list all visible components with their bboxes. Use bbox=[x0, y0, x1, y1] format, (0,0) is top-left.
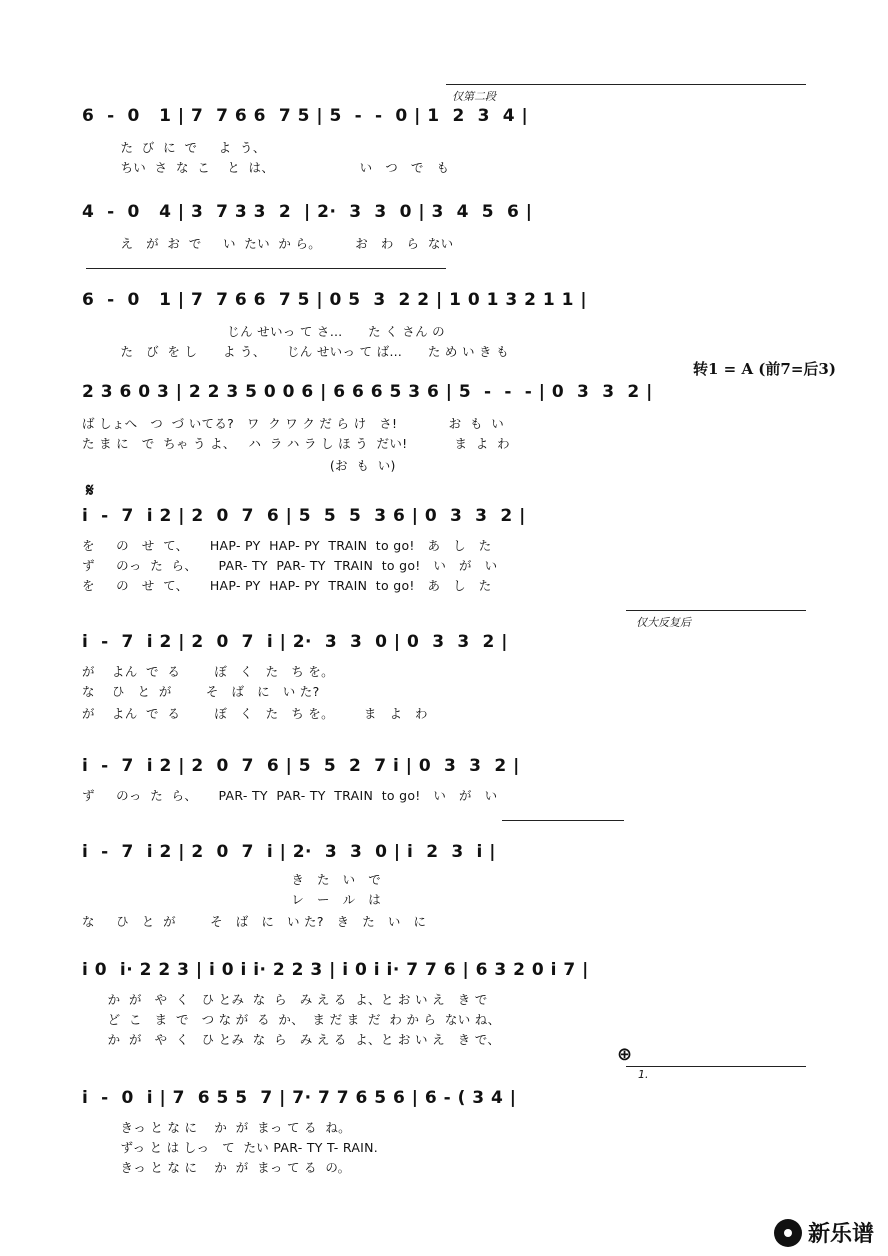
segno-icon: 𝄋 bbox=[86, 480, 94, 501]
lyric-line: か が や く ひ とみ な ら み え る よ、と お い え き で bbox=[82, 992, 488, 1007]
logo-text: 新乐谱 bbox=[807, 1222, 874, 1247]
lyric-line: ちい さ な こ と は、 い つ で も bbox=[82, 160, 450, 175]
lyric-line: か が や く ひ とみ な ら み え る よ、と お い え き で、 bbox=[82, 1032, 501, 1047]
volta-line bbox=[446, 84, 806, 85]
volta-line bbox=[502, 820, 624, 821]
notes-row-2: 4 - 0 4 | 3 7 3 3 2 | 2· 3 3 0 | 3 4 5 6 | bbox=[82, 202, 533, 222]
notes-row-1: 6 - 0 1 | 7 7 6 6 7 5 | 5 - - 0 | 1 2 3 4 | bbox=[82, 106, 529, 126]
lyric-line: ず のっ た ら、 PAR- TY PAR- TY TRAIN to go! い が い bbox=[82, 788, 498, 803]
notes-row-9: i 0 i· 2 2 3 | i 0 i i· 2 2 3 | i 0 i i· 7 7 6 | 6 3 2 0 i 7 | bbox=[82, 960, 589, 980]
coda-icon: ⊕ bbox=[617, 1044, 633, 1065]
notes-row-6: i - 7 i 2 | 2 0 7 i | 2· 3 3 0 | 0 3 3 2 | bbox=[82, 632, 508, 652]
lyric-line: レ ー ル は bbox=[82, 892, 382, 907]
site-logo bbox=[774, 1217, 874, 1248]
annotation-after-repeat: 仅大反复后 bbox=[636, 616, 691, 629]
lyric-line: な ひ と が そ ば に い た? き た い に bbox=[82, 914, 427, 929]
notes-row-5: i - 7 i 2 | 2 0 7 6 | 5 5 5 3 6 | 0 3 3 2 | bbox=[82, 506, 526, 526]
lyric-line: が よん で る ぼ く た ち を。 ま よ わ bbox=[82, 706, 428, 721]
notes-row-10: i - 0 i | 7 6 5 5 7 | 7· 7 7 6 5 6 | 6 - ( 3 4 | bbox=[82, 1088, 517, 1108]
notes-row-7: i - 7 i 2 | 2 0 7 6 | 5 5 2 7 i | 0 3 3 2 | bbox=[82, 756, 520, 776]
lyric-line: た び に で よ う、 bbox=[82, 140, 266, 155]
lyric-line: き た い で bbox=[82, 872, 382, 887]
volta-line bbox=[626, 1066, 806, 1067]
lyric-line: じん せいっ て さ… た く さん の bbox=[82, 324, 445, 339]
lyric-line: え が お で い たい か ら。 お わ ら ない bbox=[82, 236, 454, 251]
lyric-line: な ひ と が そ ば に い た? bbox=[82, 684, 320, 699]
notes-row-8: i - 7 i 2 | 2 0 7 i | 2· 3 3 0 | i 2 3 i | bbox=[82, 842, 496, 862]
annotation-second-verse: 仅第二段 bbox=[452, 90, 496, 103]
volta-line bbox=[626, 610, 806, 611]
notes-row-3: 6 - 0 1 | 7 7 6 6 7 5 | 0 5 3 2 2 | 1 0 1 3 2 1 1 | bbox=[82, 290, 588, 310]
lyric-line: が よん で る ぼ く た ち を。 bbox=[82, 664, 334, 679]
lyric-line: (お も い) bbox=[82, 458, 396, 473]
lyric-line: を の せ て、 HAP- PY HAP- PY TRAIN to go! あ し た bbox=[82, 578, 492, 593]
ending-one: 1. bbox=[638, 1068, 649, 1081]
lyric-line: を の せ て、 HAP- PY HAP- PY TRAIN to go! あ し た bbox=[82, 538, 492, 553]
lyric-line: ずっ と は しっ て たい PAR- TY T- RAIN. bbox=[82, 1140, 379, 1155]
lyric-line: た ま に で ちゃ う よ、 ハ ラ ハ ラ し ほ う だい! ま よ わ bbox=[82, 436, 510, 451]
lyric-line: きっ と な に か が まっ て る ね。 bbox=[82, 1120, 351, 1135]
lyric-line: きっ と な に か が まっ て る の。 bbox=[82, 1160, 351, 1175]
notes-row-4: 2 3 6 0 3 | 2 2 3 5 0 0 6 | 6 6 6 5 3 6 | 5 - - - | 0 3 3 2 | bbox=[82, 382, 653, 402]
music-disc-icon bbox=[774, 1219, 802, 1247]
key-change: 转1 = A (前7=后3) bbox=[693, 360, 836, 378]
lyric-line: た び を し よ う、 じん せいっ て ば… た め い き も bbox=[82, 344, 509, 359]
volta-line bbox=[86, 268, 446, 269]
lyric-line: ど こ ま で つ な が る か、 ま だ ま だ わ か ら ない ね、 bbox=[82, 1012, 501, 1027]
lyric-line: ば しょへ つ づ いてる? ワ ク ワ ク だ ら け さ! お も い bbox=[82, 416, 505, 431]
lyric-line: ず のっ た ら、 PAR- TY PAR- TY TRAIN to go! い が い bbox=[82, 558, 498, 573]
